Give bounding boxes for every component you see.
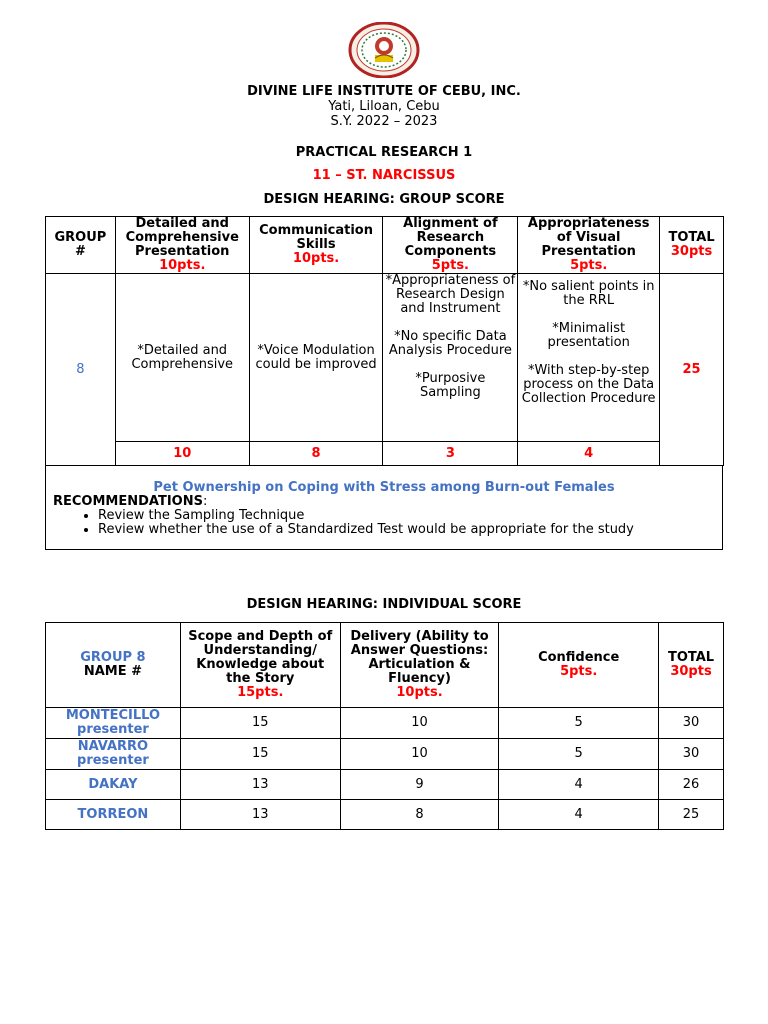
individual-total-points: 30pts	[670, 664, 712, 679]
student-total-score: 30	[659, 708, 724, 739]
criterion-delivery-header	[340, 623, 499, 708]
recommendations-heading	[53, 495, 722, 509]
comment-text: *No specific Data Analysis Procedure	[388, 329, 512, 358]
individual-score-heading: DESIGN HEARING: INDIVIDUAL SCORE	[246, 597, 522, 612]
student-role: presenter	[77, 753, 149, 768]
criterion-communication-title: Communication Skills	[259, 223, 373, 252]
criterion-delivery-points: 10pts.	[396, 685, 443, 700]
group-score-table	[45, 216, 724, 466]
school-seal-logo	[348, 22, 420, 78]
name-label: NAME #	[83, 664, 143, 679]
student-name: DAKAY	[88, 776, 138, 792]
delivery-score: 10	[340, 708, 499, 739]
criterion-alignment-header	[383, 217, 518, 274]
study-title: Pet Ownership on Coping with Stress among Burn-out Females	[153, 480, 615, 495]
confidence-score: 4	[499, 770, 659, 800]
criterion-visual-header	[518, 217, 660, 274]
total-header-label: TOTAL	[668, 230, 715, 245]
recommendations-label: RECOMMENDATIONS	[53, 494, 203, 509]
alignment-score-cell	[383, 442, 518, 466]
individual-total-label: TOTAL	[667, 650, 715, 665]
scope-score: 13	[180, 770, 340, 800]
student-name: NAVARRO	[77, 739, 149, 754]
total-header	[660, 217, 724, 274]
comment-text: *Purposive Sampling	[415, 371, 486, 400]
criterion-detailed-title: Detailed and Comprehensive Presentation	[125, 216, 239, 259]
institution-address: Yati, Liloan, Cebu	[328, 99, 440, 114]
subject-title: PRACTICAL RESEARCH 1	[295, 145, 473, 160]
student-name-cell	[46, 708, 181, 739]
scope-score: 15	[180, 708, 340, 739]
table-row	[46, 800, 724, 830]
detailed-score-value: 10	[173, 445, 192, 461]
group-number-cell	[46, 274, 116, 466]
group-number-header	[46, 217, 116, 274]
student-name-cell	[46, 800, 181, 830]
comment-text: *No salient points in the RRL	[522, 279, 655, 308]
confidence-score: 5	[499, 739, 659, 770]
group-total-cell	[660, 274, 724, 466]
group-header-row	[46, 217, 724, 274]
criterion-confidence-header	[499, 623, 659, 708]
name-column-header	[46, 623, 181, 708]
group-scores-row	[46, 442, 724, 466]
criterion-detailed-points: 10pts.	[159, 258, 206, 273]
recommendations-list	[46, 509, 722, 537]
recommendation-item: • Review the Sampling Technique	[98, 509, 722, 523]
group-number-header-label: GROUP #	[54, 230, 107, 259]
communication-score-cell	[249, 442, 383, 466]
student-total-score: 26	[659, 770, 724, 800]
institution-name: DIVINE LIFE INSTITUTE OF CEBU, INC.	[247, 84, 521, 99]
scope-score: 13	[180, 800, 340, 830]
individual-total-header	[659, 623, 724, 708]
section-name: 11 – ST. NARCISSUS	[312, 168, 456, 183]
group-label: GROUP 8	[80, 650, 146, 665]
group-total-value: 25	[682, 361, 701, 377]
confidence-score: 5	[499, 708, 659, 739]
criterion-communication-header	[249, 217, 383, 274]
criterion-visual-points: 5pts.	[570, 258, 608, 273]
table-row	[46, 739, 724, 770]
comment-text: *Appropriateness of Research Design and Instrument	[385, 273, 516, 316]
criterion-detailed-header	[115, 217, 249, 274]
criterion-confidence-points: 5pts.	[560, 664, 598, 679]
comment-text: *Minimalist presentation	[547, 321, 630, 350]
recommendations-box	[45, 465, 723, 550]
delivery-score: 9	[340, 770, 499, 800]
student-role: presenter	[77, 722, 149, 737]
total-header-points: 30pts	[670, 244, 713, 259]
student-name: TORREON	[77, 806, 149, 822]
recommendation-item: • Review whether the use of a Standardized Test would be appropriate for the study	[98, 523, 722, 537]
student-name-cell	[46, 739, 181, 770]
recommendations-label-colon: :	[202, 494, 208, 509]
criterion-alignment-title: Alignment of Research Components	[403, 216, 498, 259]
student-name-cell	[46, 770, 181, 800]
criterion-visual-title: Appropriateness of Visual Presentation	[527, 216, 650, 259]
criterion-alignment-points: 5pts.	[431, 258, 469, 273]
student-total-score: 30	[659, 739, 724, 770]
criterion-scope-points: 15pts.	[237, 685, 284, 700]
student-total-score: 25	[659, 800, 724, 830]
detailed-comments-cell	[115, 274, 249, 442]
comment-text: *With step-by-step process on the Data Collection Procedure	[521, 363, 656, 406]
school-year: S.Y. 2022 – 2023	[330, 114, 438, 129]
alignment-comments-cell	[383, 274, 518, 442]
group-comments-row	[46, 274, 724, 442]
detailed-score-cell	[115, 442, 249, 466]
alignment-score-value: 3	[445, 445, 455, 461]
criterion-communication-points: 10pts.	[292, 251, 340, 266]
comment-text: *Voice Modulation could be improved	[255, 342, 377, 372]
criterion-confidence-title: Confidence	[538, 650, 620, 665]
student-name: MONTECILLO	[65, 708, 160, 723]
criterion-scope-header	[180, 623, 340, 708]
confidence-score: 4	[499, 800, 659, 830]
visual-comments-cell	[518, 274, 660, 442]
comment-text: *Detailed and Comprehensive	[131, 342, 234, 372]
visual-score-cell	[518, 442, 660, 466]
delivery-score: 8	[340, 800, 499, 830]
scope-score: 15	[180, 739, 340, 770]
communication-comments-cell	[249, 274, 383, 442]
delivery-score: 10	[340, 739, 499, 770]
table-row	[46, 770, 724, 800]
individual-score-table	[45, 622, 724, 830]
communication-score-value: 8	[311, 445, 321, 461]
group-number-value: 8	[76, 361, 85, 377]
group-score-heading: DESIGN HEARING: GROUP SCORE	[263, 192, 505, 207]
criterion-delivery-title: Delivery (Ability to Answer Questions: Articulation & Fluency)	[350, 629, 489, 686]
individual-header-row	[46, 623, 724, 708]
visual-score-value: 4	[584, 445, 594, 461]
table-row	[46, 708, 724, 739]
criterion-scope-title: Scope and Depth of Understanding/ Knowledge about the Story	[188, 629, 333, 686]
